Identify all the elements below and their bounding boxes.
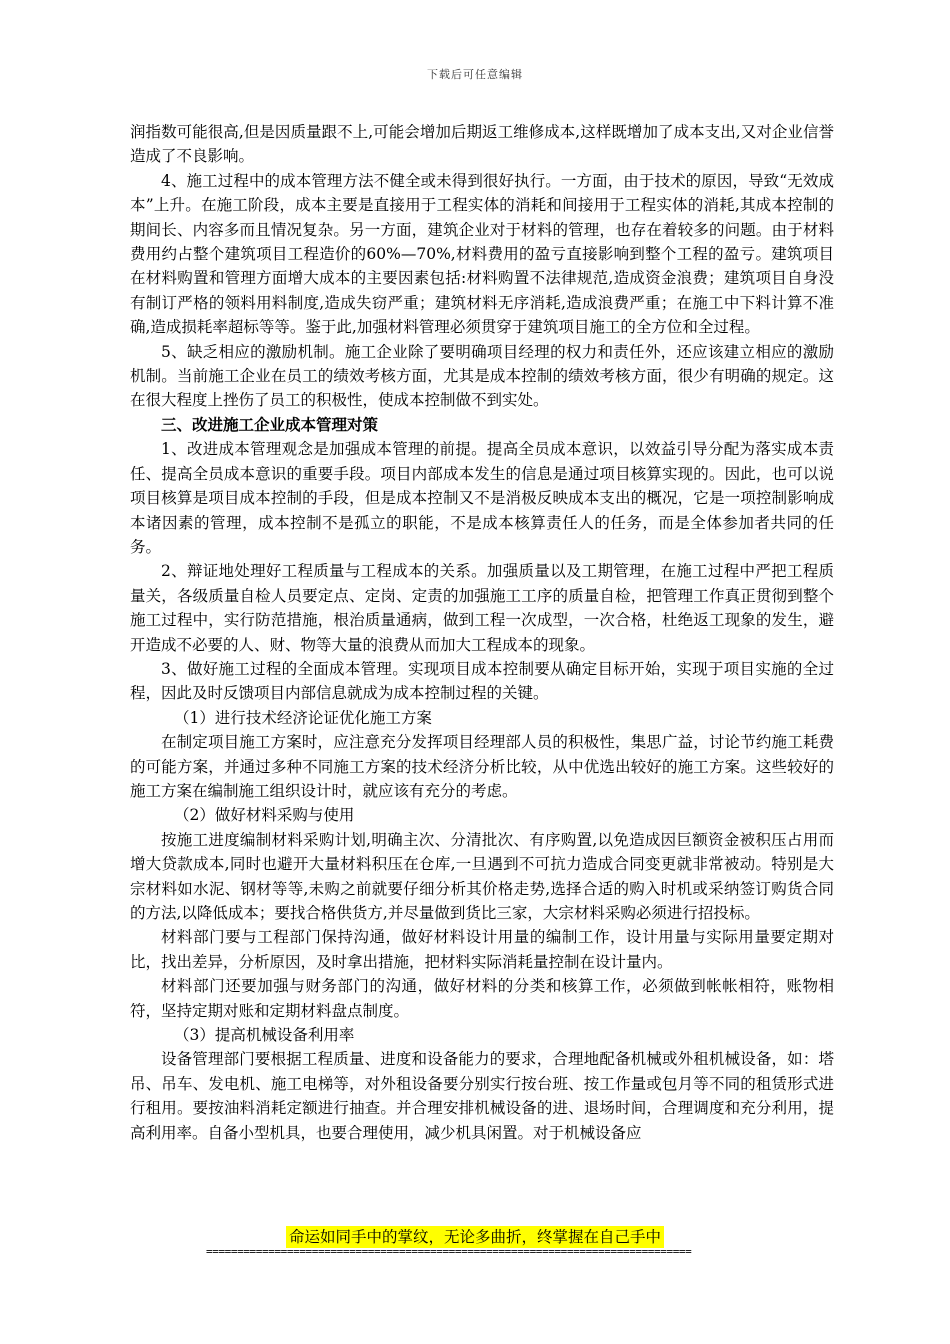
- footer-rule: ==============================================================================: [206, 1245, 692, 1258]
- paragraph-material-finance: 材料部门还要加强与财务部门的沟通，做好材料的分类和核算工作，必须做到帐帐相符，账物相符，坚持定期对账和定期材料盘点制度。: [130, 977, 834, 1020]
- section-heading: 三、改进施工企业成本管理对策: [161, 414, 379, 434]
- paragraph-item-4: 4、施工过程中的成本管理方法不健全或未得到很好执行。一方面，由于技术的原因，导致“无效成本”上升。在施工阶段，成本主要是直接用于工程实体的消耗和间接用于工程实体的消耗,其成本控制的期间长、内容多而且情况复杂。另一方面，建筑企业对于材料的管理，也存在着较多的问题。由于材料费用约占整个建筑项目工程造价的60%—70%,材料费用的盈亏直接影响到整个工程的盈亏。建筑项目在材料购置和管理方面增大成本的主要因素包括:材料购置不法律规范,造成资金浪费；建筑项目自身没有制订严格的领料用料制度,造成失窃严重；建筑材料无序消耗,造成浪费严重；在施工中下料计算不准确,造成损耗率超标等等。鉴于此,加强材料管理必须贯穿于建筑项目施工的全方位和全过程。: [130, 171, 834, 337]
- document-body: [130, 120, 834, 1145]
- paragraph-equipment: 设备管理部门要根据工程质量、进度和设备能力的要求，合理地配备机械或外租机械设备，如：塔吊、吊车、发电机、施工电梯等，对外租设备要分别实行按台班、按工作量或包月等不同的租赁形式进行租用。要按油料消耗定额进行抽查。并合理安排机械设备的进、退场时间，合理调度和充分利用，提高利用率。自备小型机具，也要合理使用，减少机具闲置。对于机械设备应: [130, 1050, 834, 1142]
- subheading-3: （3）提高机械设备利用率: [174, 1026, 355, 1045]
- paragraph-continuation: 润指数可能很高,但是因质量跟不上,可能会增加后期返工维修成本,这样既增加了成本支出,又对企业信誉造成了不良影响。: [130, 123, 834, 166]
- paragraph-construction-plan: 在制定项目施工方案时，应注意充分发挥项目经理部人员的积极性，集思广益，讨论节约施工耗费的可能方案，并通过多种不同施工方案的技术经济分析比较，从中优选出较好的施工方案。这些较好的施工方案在编制施工组织设计时，就应该有充分的考虑。: [130, 733, 834, 800]
- subheading-2: （2）做好材料采购与使用: [174, 806, 355, 825]
- paragraph-material-procurement: 按施工进度编制材料采购计划,明确主次、分清批次、有序购置,以免造成因巨额资金被积压占用而增大贷款成本,同时也避开大量材料积压在仓库,一旦遇到不可抗力造成合同变更就非常被动。特别是大宗材料如水泥、钢材等等,未购之前就要仔细分析其价格走势,选择合适的购入时机或采纳签订购货合同的方法,以降低成本；要找合格供货方,并尽量做到货比三家，大宗材料采购必须进行招投标。: [130, 830, 834, 922]
- footer-motto: 命运如同手中的掌纹，无论多曲折，终掌握在自己手中: [286, 1226, 664, 1248]
- paragraph-strategy-3: 3、做好施工过程的全面成本管理。实现项目成本控制要从确定目标开始，实现于项目实施的全过程，因此及时反馈项目内部信息就成为成本控制过程的关键。: [130, 659, 834, 703]
- subheading-1: （1）进行技术经济论证优化施工方案: [174, 708, 432, 727]
- paragraph-strategy-2: 2、辩证地处理好工程质量与工程成本的关系。加强质量以及工期管理，在施工过程中严把工程质量关，各级质量自检人员要定点、定岗、定责的加强施工工序的质量自检，把管理工作真正贯彻到整个施工过程中，实行防范措施，根治质量通病，做到工程一次成型，一次合格，杜绝返工现象的发生，避开造成不必要的人、财、物等大量的浪费从而加大工程成本的现象。: [130, 562, 834, 654]
- paragraph-material-engineering: 材料部门要与工程部门保持沟通，做好材料设计用量的编制工作，设计用量与实际用量要定期对比，找出差异，分析原因，及时拿出措施，把材料实际消耗量控制在设计量内。: [130, 928, 834, 971]
- page-header: 下载后可任意编辑: [427, 68, 523, 81]
- paragraph-strategy-1: 1、改进成本管理观念是加强成本管理的前提。提高全员成本意识，以效益引导分配为落实成本责任、提高全员成本意识的重要手段。项目内部成本发生的信息是通过项目核算实现的。因此，也可以说项目核算是项目成本控制的手段，但是成本控制又不是消极反映成本支出的概况，它是一项控制影响成本诸因素的管理，成本控制不是孤立的职能，不是成本核算责任人的任务，而是全体参加者共同的任务。: [130, 440, 834, 556]
- paragraph-item-5: 5、缺乏相应的激励机制。施工企业除了要明确项目经理的权力和责任外，还应该建立相应的激励机制。当前施工企业在员工的绩效考核方面，尤其是成本控制的绩效考核方面，很少有明确的规定。这在很大程度上挫伤了员工的积极性，使成本控制做不到实处。: [130, 342, 834, 410]
